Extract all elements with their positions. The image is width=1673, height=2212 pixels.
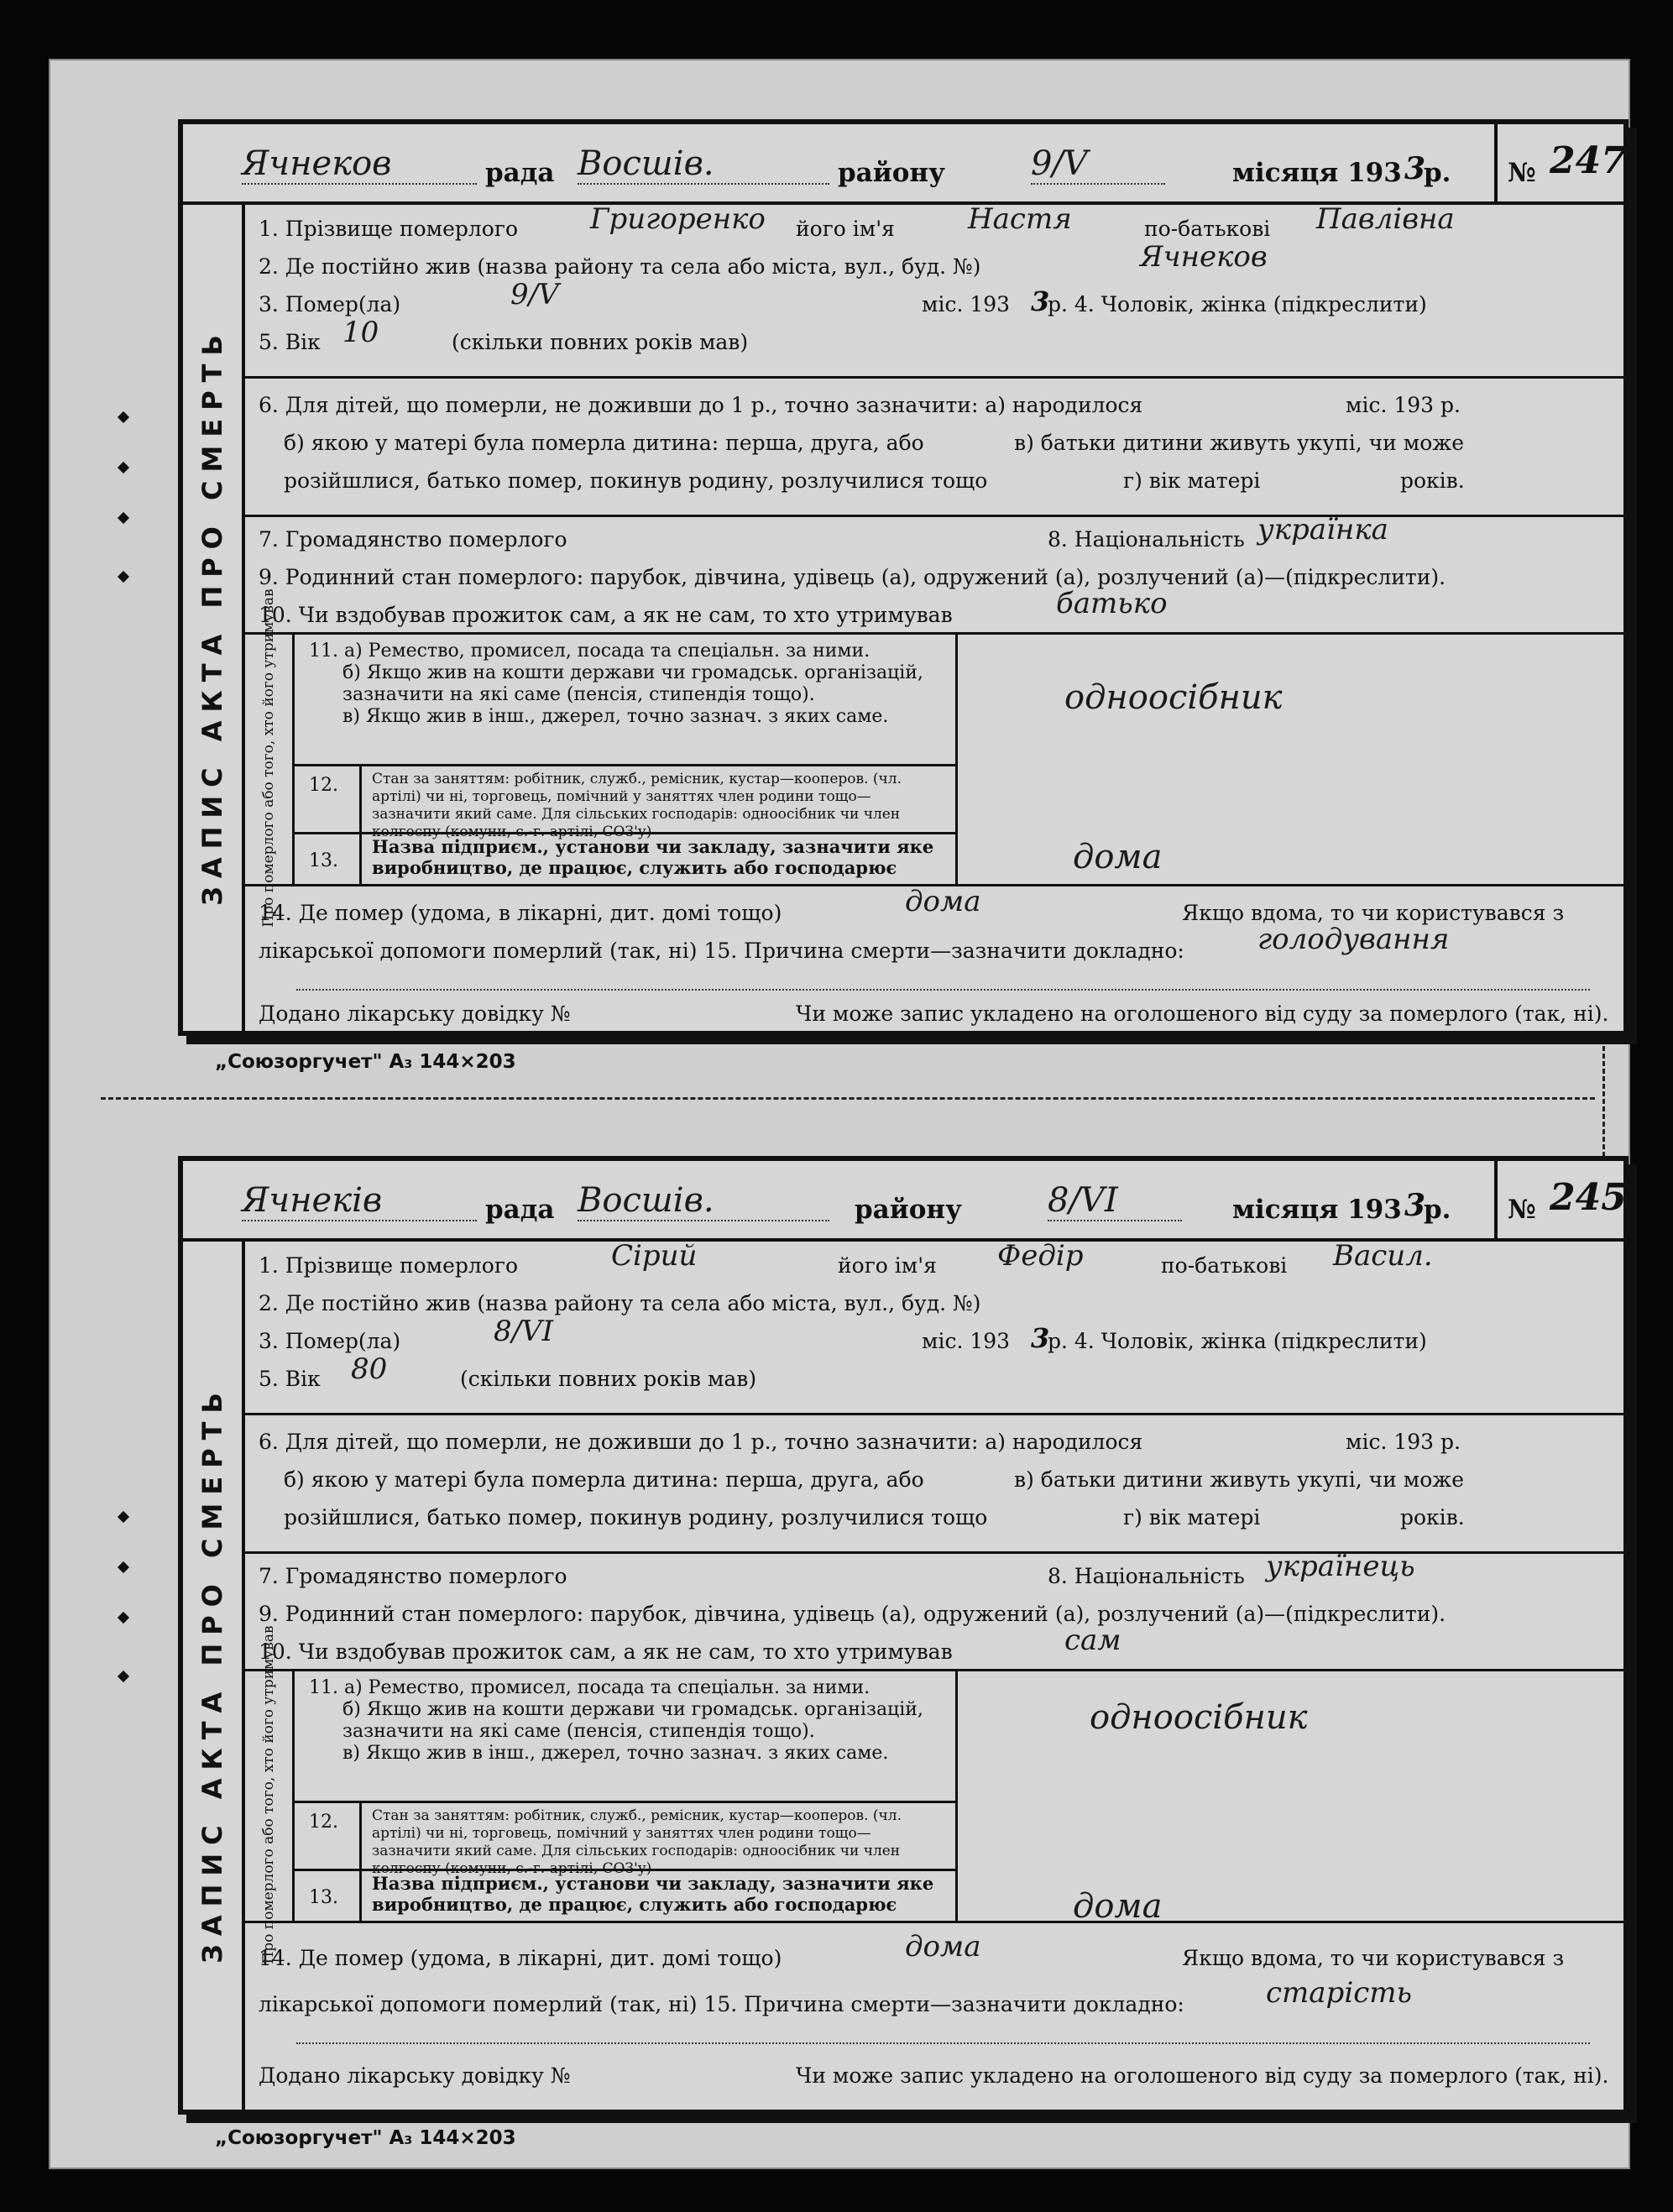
child-birth-label: 6. Для дітей, що померли, не доживши до 1 р., точно зазначити: а) народилося xyxy=(259,1430,1143,1454)
cut-line-horizontal xyxy=(101,1097,1595,1100)
occupation-side-label xyxy=(245,588,295,928)
marital-status-label: 9. Родинний стан померлого: парубок, дівчина, удівець (а), одружений (а), розлучений (а)—(підкреслити). xyxy=(259,565,1446,589)
child-birth-label: 6. Для дітей, що померли, не доживши до 1 р., точно зазначити: а) народилося xyxy=(259,393,1143,417)
mother-age-label: г) вік матері xyxy=(1123,1505,1261,1530)
form-header xyxy=(183,1161,1627,1242)
death-place-value: дома xyxy=(905,885,981,918)
q13-number: 13. xyxy=(309,850,338,871)
mother-age-suffix: років. xyxy=(1400,1505,1465,1530)
child-order-label: б) якою у матері була померла дитина: перша, друга, або xyxy=(284,431,924,455)
death-year-digit: 3 xyxy=(1031,1322,1050,1354)
surname-value: Сірий xyxy=(611,1239,698,1273)
surname-label: 1. Прізвище померлого xyxy=(259,1253,518,1278)
name-label: його ім'я xyxy=(838,1253,937,1278)
mother-age-suffix: років. xyxy=(1400,468,1465,493)
occupation-side-text: Про померлого або того, хто його утримував xyxy=(260,1625,277,1964)
form-footer-2: „Союзоргучет" А₃ 144×203 xyxy=(215,2127,516,2149)
court-record-label: Чи може запис укладено на оголошеного від суду за померлого (так, ні). xyxy=(796,2063,1609,2088)
home-death-label: Якщо вдома, то чи користувався з xyxy=(1182,1946,1565,1970)
patronymic-value: Васил. xyxy=(1333,1239,1433,1273)
occupation-side-label xyxy=(245,1625,295,1964)
number-label: № xyxy=(1508,158,1536,188)
record-number-box xyxy=(1494,1161,1627,1238)
day-value: 8/VI xyxy=(1048,1181,1182,1221)
q11b-label: б) Якщо жив на кошти держави чи громадськ. організацій, зазначити на які саме (пенсія, стипендія тощо). xyxy=(342,1699,923,1742)
record-number: 245 xyxy=(1550,1176,1627,1219)
med-cert-label: Додано лікарську довідку № xyxy=(259,2063,571,2088)
rayon-value: Восшів. xyxy=(578,1181,829,1221)
death-date-value: 9/V xyxy=(510,278,559,311)
death-date-label: 3. Помер(ла) xyxy=(259,1329,401,1353)
cause-label: лікарської допомоги померлий (так, ні) 15. Причина смерти—зазначити докладно: xyxy=(259,939,1184,963)
cause-value: старість xyxy=(1266,1976,1412,2010)
rada-label: рада xyxy=(485,1195,555,1225)
month-label: місяця 193 xyxy=(1232,158,1402,188)
patronymic-label: по-батькові xyxy=(1161,1253,1288,1278)
age-value: 80 xyxy=(351,1352,388,1386)
rada-value: Ячнеков xyxy=(242,144,477,185)
parents-status-label: розійшлися, батько помер, покинув родину, розлучилися тощо xyxy=(284,468,988,493)
q12-number: 12. xyxy=(309,1812,338,1833)
cause-label: лікарської допомоги померлий (так, ні) 15. Причина смерти—зазначити докладно: xyxy=(259,1992,1184,2016)
sex-label: р. 4. Чоловік, жінка (підкреслити) xyxy=(1048,1329,1427,1353)
residence-label: 2. Де постійно жив (назва району та села або міста, вул., буд. №) xyxy=(259,254,981,279)
record-number-box xyxy=(1494,124,1627,201)
nationality-label: 8. Національність xyxy=(1048,1564,1245,1588)
document-page xyxy=(49,59,1630,2169)
cause-value: голодування xyxy=(1257,923,1450,956)
year-digit: 3 xyxy=(1404,1188,1426,1223)
q11 xyxy=(309,1677,947,1765)
age-hint: (скільки повних років мав) xyxy=(452,330,749,354)
rada-label: рада xyxy=(485,158,555,188)
parents-together-label: в) батьки дитини живуть укупі, чи може xyxy=(1014,1467,1465,1492)
occupation-value: одноосібник xyxy=(1090,1698,1308,1737)
q12-number: 12. xyxy=(309,775,338,796)
rada-value: Ячнеків xyxy=(242,1181,477,1221)
number-label: № xyxy=(1508,1195,1536,1225)
side-title-bar xyxy=(183,201,245,1031)
child-birth-month-label: міс. 193 р. xyxy=(1346,393,1461,417)
parents-status-label: розійшлися, батько помер, покинув родину, розлучилися тощо xyxy=(284,1505,988,1530)
surname-value: Григоренко xyxy=(590,202,766,236)
side-title: ЗАПИС АКТА ПРО СМЕРТЬ xyxy=(196,327,228,906)
occupation-value: одноосібник xyxy=(1064,678,1283,717)
death-date-label: 3. Помер(ла) xyxy=(259,292,401,316)
surname-label: 1. Прізвище померлого xyxy=(259,217,518,241)
age-label: 5. Вік xyxy=(259,1367,321,1391)
death-record-form-1 xyxy=(178,119,1629,1036)
parents-together-label: в) батьки дитини живуть укупі, чи може xyxy=(1014,431,1465,455)
form-header xyxy=(183,124,1627,205)
year-digit: 3 xyxy=(1404,151,1426,186)
patronymic-value: Павлівна xyxy=(1316,202,1455,236)
death-date-value: 8/VI xyxy=(494,1315,554,1348)
residence-label: 2. Де постійно жив (назва району та села або міста, вул., буд. №) xyxy=(259,1291,981,1315)
q11a-label: 11. а) Ремество, промисел, посада та спеціальн. за ними. xyxy=(309,641,870,662)
supported-by-label: 10. Чи вздобував прожиток сам, а як не сам, то хто утримував xyxy=(259,603,953,627)
death-year-digit: 3 xyxy=(1031,285,1050,317)
death-place-label: 14. Де помер (удома, в лікарні, дит. домі тощо) xyxy=(259,901,782,925)
rayon-value: Восшів. xyxy=(578,144,829,185)
residence-value: Ячнеков xyxy=(1140,240,1268,274)
q13-label: Назва підприєм., установи чи закладу, зазначити яке виробництво, де працює, служить або господарює xyxy=(372,836,934,878)
name-label: його ім'я xyxy=(796,217,895,241)
patronymic-label: по-батькові xyxy=(1144,217,1271,241)
q13-label: Назва підприєм., установи чи закладу, зазначити яке виробництво, де працює, служить або господарює xyxy=(372,1873,934,1915)
year-suffix: р. xyxy=(1424,1195,1451,1225)
death-record-form-2 xyxy=(178,1156,1629,2115)
mother-age-label: г) вік матері xyxy=(1123,468,1261,493)
age-label: 5. Вік xyxy=(259,330,321,354)
name-value: Федір xyxy=(997,1239,1084,1273)
name-value: Настя xyxy=(968,202,1072,236)
child-order-label: б) якою у матері була померла дитина: перша, друга, або xyxy=(284,1467,924,1492)
nationality-value: українка xyxy=(1257,513,1388,546)
nationality-value: українець xyxy=(1266,1550,1415,1583)
side-title: ЗАПИС АКТА ПРО СМЕРТЬ xyxy=(196,1384,228,1964)
rayon-label: району xyxy=(855,1195,962,1225)
med-cert-label: Додано лікарську довідку № xyxy=(259,1001,571,1026)
rayon-label: району xyxy=(838,158,945,188)
side-title-bar xyxy=(183,1238,245,2110)
q11c-label: в) Якщо жив в інш., джерел, точно зазнач. з яких саме. xyxy=(342,706,889,727)
court-record-label: Чи може запис укладено на оголошеного від суду за померлого (так, ні). xyxy=(796,1001,1609,1026)
occupation-side-text: Про померлого або того, хто його утримував xyxy=(260,588,277,928)
q12-label: Стан за заняттям: робітник, служб., ремісник, кустар—кооперов. (чл. артілі) чи ні, торговець, помічний у заняттях член родини тощо—зазначити який саме. Для сільських господарів: одноосібник чи член колгоспу (комуни, с.-г. артілі, СОЗ'у) xyxy=(372,1807,902,1877)
q11c-label: в) Якщо жив в інш., джерел, точно зазнач. з яких саме. xyxy=(342,1743,889,1764)
citizenship-label: 7. Громадянство померлого xyxy=(259,1564,567,1588)
year-suffix: р. xyxy=(1424,158,1451,188)
record-number: 247 xyxy=(1550,139,1627,182)
death-month-label: міс. 193 xyxy=(922,292,1011,316)
death-place-value: дома xyxy=(905,1930,981,1964)
q12-label: Стан за заняттям: робітник, служб., ремісник, кустар—кооперов. (чл. артілі) чи ні, торговець, помічний у заняттях член родини тощо—зазначити який саме. Для сільських господарів: одноосібник чи член колгоспу (комуни, с.-г. артілі, СОЗ'у) xyxy=(372,771,902,840)
citizenship-label: 7. Громадянство померлого xyxy=(259,527,567,552)
punch-holes xyxy=(119,60,144,2168)
month-label: місяця 193 xyxy=(1232,1195,1402,1225)
child-birth-month-label: міс. 193 р. xyxy=(1346,1430,1461,1454)
age-hint: (скільки повних років мав) xyxy=(460,1367,757,1391)
supported-by-value: сам xyxy=(1064,1624,1121,1657)
form-footer-1: „Союзоргучет" А₃ 144×203 xyxy=(215,1051,516,1073)
q11b-label: б) Якщо жив на кошти держави чи громадськ. організацій, зазначити на які саме (пенсія, стипендія тощо). xyxy=(342,662,923,705)
q11a-label: 11. а) Ремество, промисел, посада та спеціальн. за ними. xyxy=(309,1677,870,1698)
workplace-value: дома xyxy=(1073,1887,1163,1926)
workplace-value: дома xyxy=(1073,838,1163,876)
supported-by-label: 10. Чи вздобував прожиток сам, а як не сам, то хто утримував xyxy=(259,1639,953,1664)
home-death-label: Якщо вдома, то чи користувався з xyxy=(1182,901,1565,925)
death-place-label: 14. Де помер (удома, в лікарні, дит. домі тощо) xyxy=(259,1946,782,1970)
q11 xyxy=(309,641,947,728)
sex-label: р. 4. Чоловік, жінка (підкреслити) xyxy=(1048,292,1427,316)
supported-by-value: батько xyxy=(1056,587,1168,620)
day-value: 9/V xyxy=(1031,144,1165,185)
marital-status-label: 9. Родинний стан померлого: парубок, дівчина, удівець (а), одружений (а), розлучений (а)—(підкреслити). xyxy=(259,1602,1446,1626)
q13-number: 13. xyxy=(309,1887,338,1908)
death-month-label: міс. 193 xyxy=(922,1329,1011,1353)
nationality-label: 8. Національність xyxy=(1048,527,1245,552)
age-value: 10 xyxy=(342,316,379,349)
